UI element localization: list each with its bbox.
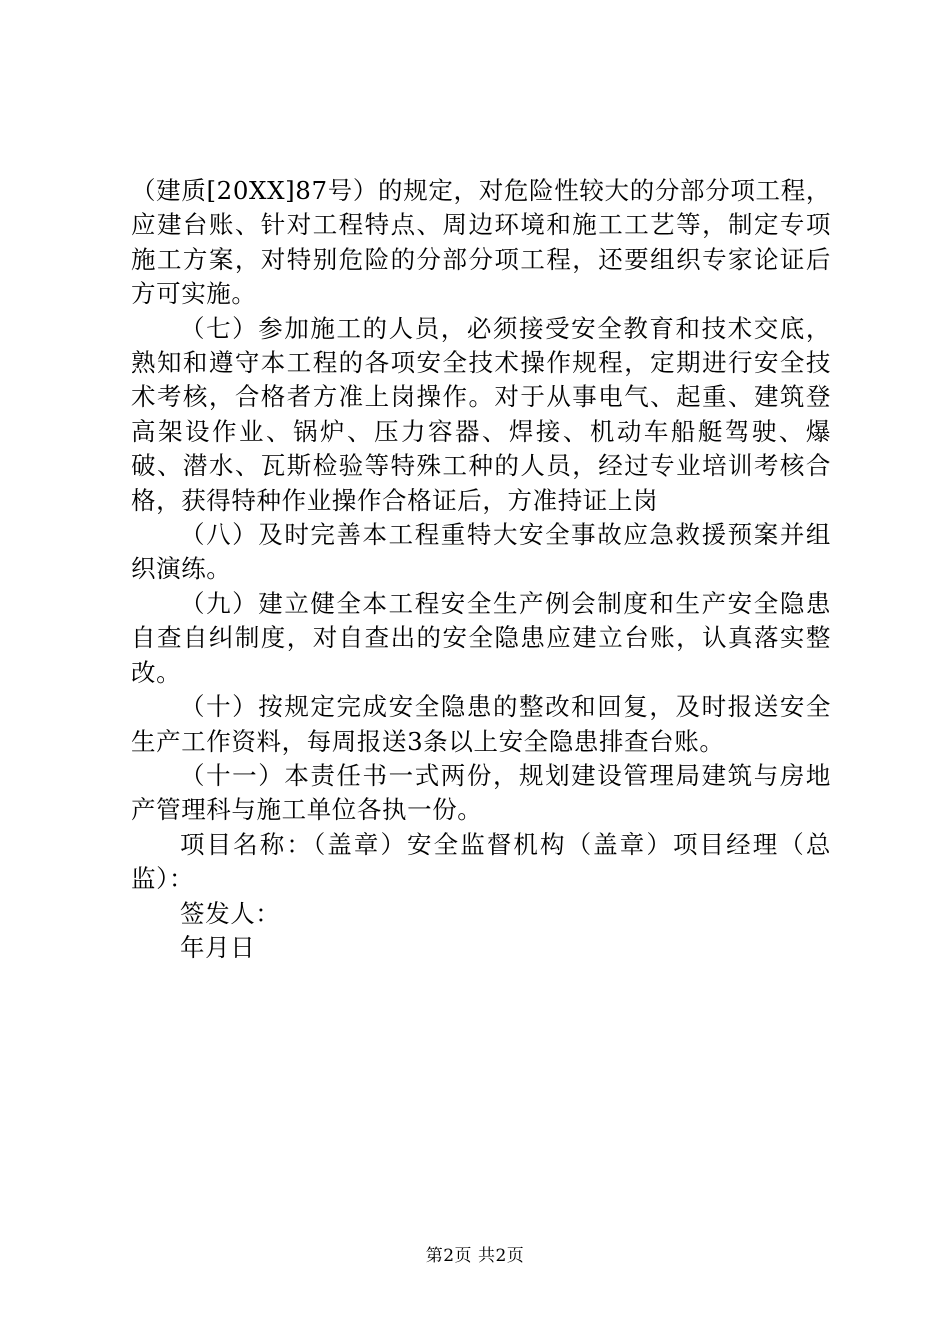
document-body: [131, 174, 831, 965]
paragraph-item-7: （七）参加施工的人员，必须接受安全教育和技术交底，熟知和遵守本工程的各项安全技术操作规程，定期进行安全技术考核，合格者方准上岗操作。对于从事电气、起重、建筑登高架设作业、锅炉、压力容器、焊接、机动车船艇驾驶、爆破、潜水、瓦斯检验等特殊工种的人员，经过专业培训考核合格，获得特种作业操作合格证后，方准持证上岗: [131, 313, 831, 515]
page-footer: 第2页 共2页: [425, 1246, 525, 1266]
paragraph-continuation: （建质[20XX]87号）的规定，对危险性较大的分部分项工程，应建台账、针对工程特点、周边环境和施工工艺等，制定专项施工方案，对特别危险的分部分项工程，还要组织专家论证后方可实施。: [131, 176, 831, 309]
paragraph-item-8: （八）及时完善本工程重特大安全事故应急救援预案并组织演练。: [131, 520, 831, 584]
paragraph-item-9: （九）建立健全本工程安全生产例会制度和生产安全隐患自查自纠制度，对自查出的安全隐患应建立台账，认真落实整改。: [131, 588, 831, 687]
signer-line: 签发人：: [180, 898, 281, 928]
project-name-line: 项目名称：（盖章）安全监督机构（盖章）项目经理（总监）：: [131, 829, 831, 894]
date-line: 年月日: [180, 932, 256, 962]
paragraph-item-10: （十）按规定完成安全隐患的整改和回复，及时报送安全生产工作资料，每周报送3条以上安全隐患排查台账。: [131, 692, 831, 756]
paragraph-item-11: （十一）本责任书一式两份，规划建设管理局建筑与房地产管理科与施工单位各执一份。: [131, 760, 831, 825]
